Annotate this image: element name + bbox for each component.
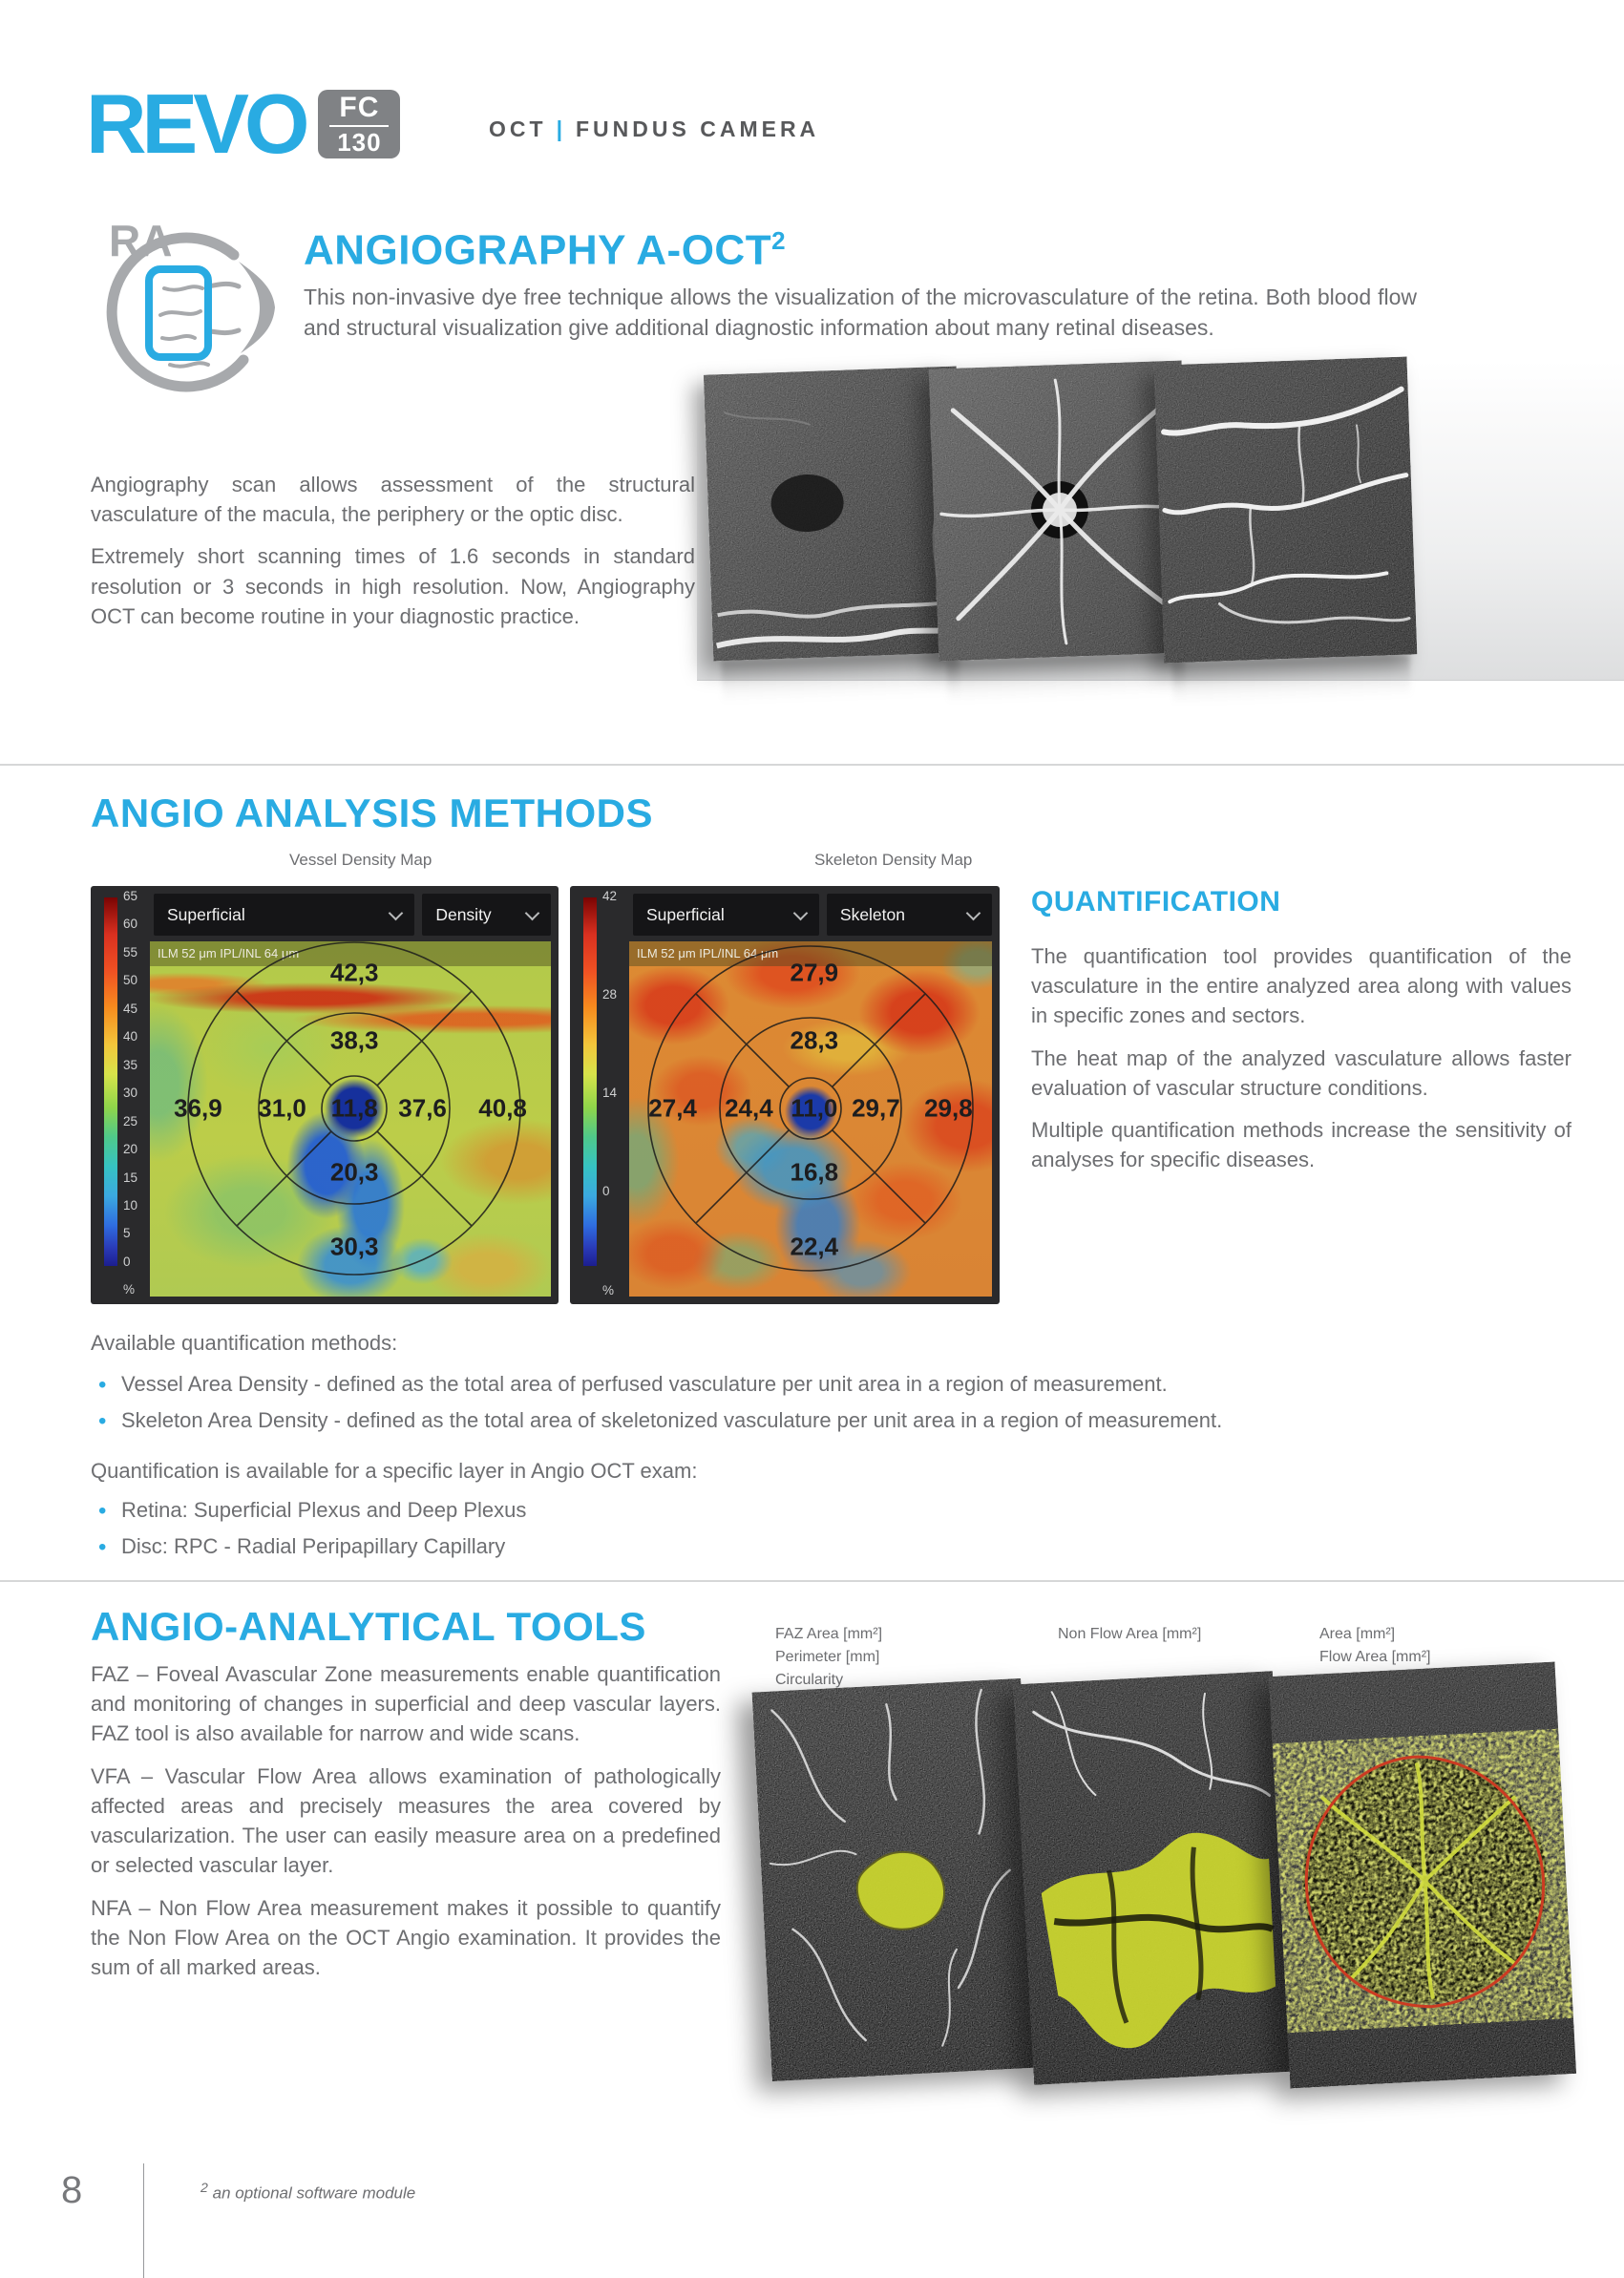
quantification-title: QUANTIFICATION [1031, 886, 1281, 918]
faz-tool-image [752, 1678, 1042, 2081]
scale-tick-label: 5 [123, 1226, 131, 1241]
flow-area-tool-image [1269, 1661, 1576, 2088]
mode-dropdown-value: Density [435, 904, 492, 924]
map-value-bottom-outer: 30,3 [329, 1232, 379, 1261]
method-item: • Vessel Area Density - defined as the total area of perfused vasculature per unit area in a region of measurement. [91, 1371, 1523, 1399]
scale-tick-label: 10 [123, 1197, 138, 1213]
figure-label-line: Area [mm²] [1319, 1626, 1396, 1642]
header-logo [86, 76, 400, 171]
color-scale-ticks [602, 890, 617, 1297]
figure-label-line: Flow Area [mm²] [1319, 1649, 1431, 1665]
vessel-density-heatmap [150, 941, 551, 1297]
tagline-oct: OCT [489, 116, 547, 141]
scan-reflection [946, 653, 1185, 704]
map-value-right-inner: 29,7 [852, 1093, 900, 1123]
layer-boundaries-label: ILM 52 μm IPL/INL 64 μm [150, 941, 551, 966]
panel-toolbar [154, 894, 551, 936]
figure-label-line: Perimeter [mm] [775, 1649, 880, 1665]
footnote [200, 2181, 415, 2204]
figure-label-line: FAZ Area [mm²] [775, 1626, 883, 1642]
layers-list [91, 1497, 1523, 1569]
scale-tick-label: 50 [123, 973, 138, 988]
section-title-tools: ANGIO-ANALYTICAL TOOLS [91, 1604, 646, 1649]
chevron-down-icon [966, 905, 981, 920]
scale-tick-label: 65 [123, 889, 138, 903]
chevron-down-icon [793, 905, 809, 920]
color-scale-bar [104, 897, 117, 1266]
non-flow-area-tool-image [1013, 1671, 1294, 2085]
map-value-top-inner: 38,3 [329, 1025, 379, 1055]
method-item: • Skeleton Area Density - defined as the total area of skeletonized vasculature per unit area in a region of measurement. [91, 1407, 1523, 1435]
intro-paragraph: Extremely short scanning times of 1.6 seconds in standard resolution or 3 seconds in high resolution. Now, Angiography OCT can become routine in your diagnostic practice. [91, 544, 695, 628]
fc-badge-bottom: 130 [337, 128, 382, 157]
map-value-center: 11,8 [330, 1093, 378, 1123]
quantification-block [1031, 886, 1571, 1188]
map-value-top-outer: 42,3 [329, 958, 379, 987]
intro-lead-paragraph: This non-invasive dye free technique allows the visualization of the microvasculature of the retina. Both blood flow and structural visualization give additional diagnostic information about many retinal diseases. [304, 285, 1417, 340]
map-value-center: 11,0 [791, 1093, 838, 1123]
fc130-badge [318, 90, 400, 158]
ra-eye-icon [95, 212, 286, 393]
scale-tick-label: 55 [123, 944, 138, 960]
skeleton-density-heatmap [629, 941, 992, 1297]
vessel-density-panel [91, 886, 559, 1304]
map-value-left-outer: 27,4 [648, 1093, 697, 1123]
tools-paragraph: NFA – Non Flow Area measurement makes it possible to quantify the Non Flow Area on the OCT Angio examination. It provides the sum of all marked areas. [91, 1895, 721, 1980]
footer-divider [143, 2163, 144, 2278]
quantification-paragraph: The heat map of the analyzed vasculature allows faster evaluation of vascular structure conditions. [1031, 1045, 1571, 1100]
scale-tick-label: 42 [602, 889, 618, 903]
scale-tick-label: 20 [123, 1142, 138, 1157]
panel-toolbar [633, 894, 992, 936]
layer-item: • Retina: Superficial Plexus and Deep Plexus [91, 1497, 1523, 1525]
mode-dropdown[interactable] [827, 894, 992, 936]
map-value-right-inner: 37,6 [398, 1093, 447, 1123]
chevron-down-icon [389, 905, 404, 920]
figure-label-faz [775, 1623, 882, 1692]
page-title-text: ANGIOGRAPHY A-OCT [304, 226, 772, 274]
layer-dropdown[interactable] [154, 894, 414, 936]
page-number: 8 [61, 2169, 83, 2211]
scale-tick-label: 0 [602, 1184, 610, 1199]
tagline-fundus: FUNDUS CAMERA [576, 116, 820, 141]
scan-reflection [721, 653, 960, 704]
section-divider [0, 1580, 1624, 1582]
color-scale-bar [583, 897, 597, 1266]
scale-tick-label: 45 [123, 1001, 138, 1016]
quantification-paragraph: The quantification tool provides quantification of the vasculature in the entire analyzed area along with values in specific zones and sectors. [1031, 944, 1571, 1028]
map-value-left-inner: 31,0 [258, 1093, 306, 1123]
layer-boundaries-label: ILM 52 μm IPL/INL 64 μm [629, 941, 992, 966]
scale-tick-label: 60 [123, 917, 138, 932]
page-title [304, 226, 786, 275]
footnote-text: an optional software module [212, 2183, 416, 2203]
map-value-bottom-outer: 22,4 [790, 1232, 839, 1261]
map-value-right-outer: 29,8 [924, 1093, 973, 1123]
layer-dropdown-value: Superficial [167, 904, 245, 924]
scale-tick-label: 14 [602, 1086, 618, 1101]
layer-dropdown-value: Superficial [646, 904, 725, 924]
tools-paragraphs [91, 1659, 721, 1994]
color-scale-ticks [123, 890, 137, 1297]
methods-heading: Available quantification methods: [91, 1331, 398, 1355]
map-caption-vessel: Vessel Density Map [289, 851, 432, 869]
scale-tick-label: 30 [123, 1086, 138, 1101]
page-title-superscript: 2 [771, 226, 787, 255]
chevron-down-icon [525, 905, 540, 920]
scale-tick-label: 15 [123, 1170, 138, 1185]
scale-tick-label: 35 [123, 1057, 138, 1072]
map-value-right-outer: 40,8 [478, 1093, 527, 1123]
quantification-paragraphs [1031, 941, 1571, 1175]
scale-tick-label: % [123, 1282, 136, 1297]
map-value-bottom-inner: 16,8 [790, 1157, 839, 1187]
map-value-bottom-inner: 20,3 [329, 1157, 379, 1187]
mode-dropdown-value: Skeleton [839, 904, 905, 924]
scale-tick-label: % [602, 1282, 615, 1297]
scan-reflection [1172, 655, 1411, 706]
tools-paragraph: VFA – Vascular Flow Area allows examination of pathologically affected areas and precisely measures the area covered by vascularization. The user can easily measure area on a predefined or selected vascular layer. [91, 1763, 721, 1878]
scale-tick-label: 0 [123, 1254, 131, 1269]
intro-paragraph: Angiography scan allows assessment of the structural vasculature of the macula, the periphery or the optic disc. [91, 473, 695, 527]
product-tagline [489, 116, 819, 142]
fc-badge-divider [329, 125, 389, 127]
layer-item: • Disc: RPC - Radial Peripapillary Capillary [91, 1533, 1523, 1561]
mode-dropdown[interactable] [422, 894, 551, 936]
svg-text:RA: RA [109, 216, 173, 265]
retina-scan-image-optic-disc [929, 360, 1192, 661]
scale-tick-label: 28 [602, 987, 618, 1002]
methods-list [91, 1371, 1523, 1443]
scale-tick-label: 25 [123, 1113, 138, 1128]
retina-scan-image-macula [704, 366, 966, 661]
footnote-superscript: 2 [200, 2181, 208, 2196]
section-divider [0, 764, 1624, 766]
figure-label-nfa [1058, 1623, 1201, 1646]
brand-wordmark: REVO [86, 76, 306, 171]
figure-label-vfa [1319, 1623, 1430, 1669]
map-caption-skeleton: Skeleton Density Map [814, 851, 973, 869]
tools-paragraph: FAZ – Foveal Avascular Zone measurements enable quantification and monitoring of changes in superficial and deep vascular layers. FAZ tool is also available for narrow and wide scans. [91, 1662, 721, 1746]
layer-dropdown[interactable] [633, 894, 819, 936]
section-title-analysis: ANGIO ANALYSIS METHODS [91, 791, 653, 835]
skeleton-density-panel [570, 886, 1000, 1304]
quantification-paragraph: Multiple quantification methods increase the sensitivity of analyses for specific diseases. [1031, 1118, 1571, 1172]
map-value-left-inner: 24,4 [725, 1093, 773, 1123]
map-value-top-inner: 28,3 [790, 1025, 839, 1055]
map-value-left-outer: 36,9 [174, 1093, 222, 1123]
intro-paragraphs [91, 470, 695, 643]
figure-label-line: Circularity [775, 1672, 844, 1688]
fc-badge-top: FC [339, 92, 380, 123]
layers-heading: Quantification is available for a specific layer in Angio OCT exam: [91, 1459, 698, 1483]
figure-label-line: Non Flow Area [mm²] [1058, 1626, 1202, 1642]
scale-tick-label: 40 [123, 1029, 138, 1044]
tagline-separator: | [556, 116, 566, 141]
retina-scan-image-periphery [1154, 356, 1418, 663]
map-value-top-outer: 27,9 [790, 958, 839, 987]
